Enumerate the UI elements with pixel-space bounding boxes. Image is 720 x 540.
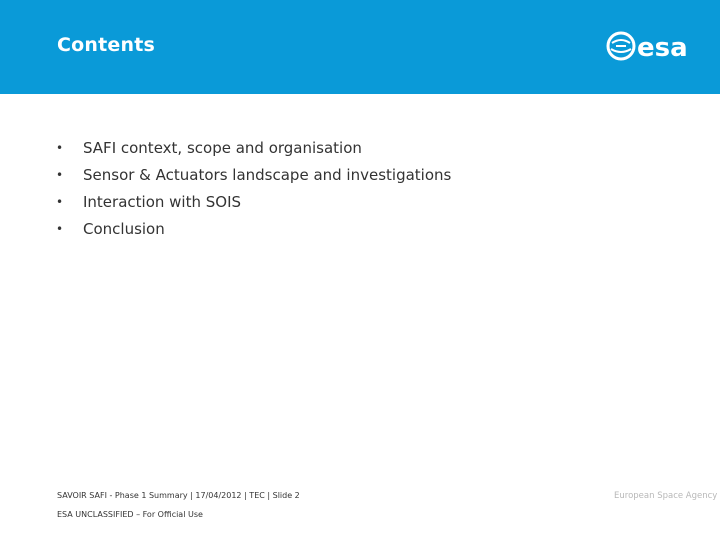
list-item-text: Conclusion xyxy=(83,220,165,238)
bullet-marker: • xyxy=(56,195,64,209)
logo-text: esa xyxy=(637,33,688,63)
slide-title: Contents xyxy=(57,34,156,56)
agency-name: European Space Agency xyxy=(614,491,718,501)
list-item-text: SAFI context, scope and organisation xyxy=(83,139,362,157)
bullet-marker: • xyxy=(56,222,64,236)
footer-info: SAVOIR SAFI - Phase 1 Summary | 17/04/2012 | TEC | Slide 2 xyxy=(57,491,300,500)
bullet-marker: • xyxy=(56,141,64,155)
slide-header xyxy=(0,0,720,94)
bullet-marker: • xyxy=(56,168,64,182)
list-item-text: Sensor & Actuators landscape and investigations xyxy=(83,166,452,184)
list-item-text: Interaction with SOIS xyxy=(83,193,242,211)
esa-logo-icon xyxy=(606,29,706,63)
footer-classification: ESA UNCLASSIFIED – For Official Use xyxy=(57,510,203,519)
